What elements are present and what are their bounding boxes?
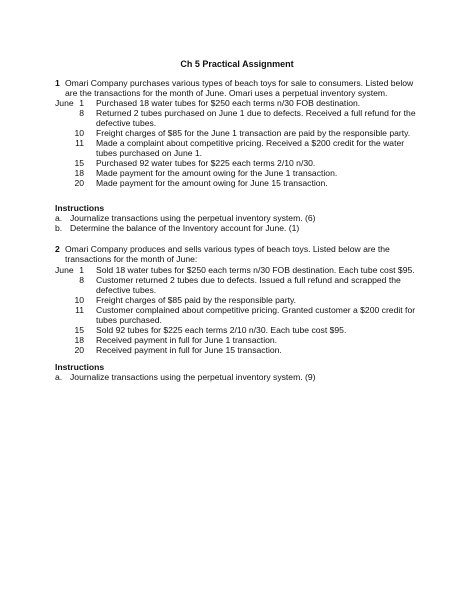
transaction-row: [55, 108, 425, 128]
problem-intro-text: Omari Company purchases various types of beach toys for sale to consumers. Listed below are the transactions for the month of June. Omari uses a perpetual inventory system.: [65, 78, 414, 98]
transaction-day: 10: [74, 295, 84, 305]
problem-2-intro: [55, 244, 425, 264]
instruction-item: [55, 372, 425, 382]
transaction-row: [55, 325, 425, 335]
instruction-text: Journalize transactions using the perpetual inventory system. (6): [70, 213, 316, 223]
transaction-text: Sold 92 tubes for $225 each terms 2/10 n/30. Each tube cost $95.: [96, 325, 347, 335]
transaction-row: [55, 98, 425, 108]
transaction-text: Made payment for the amount owing for the June 1 transaction.: [96, 168, 338, 178]
transaction-row: [55, 178, 425, 188]
transaction-text: Sold 18 water tubes for $250 each terms n/30 FOB destination. Each tube cost $95.: [96, 265, 415, 275]
month-label: June: [55, 265, 74, 275]
transaction-day: 8: [79, 275, 84, 285]
transaction-day: 10: [74, 128, 84, 138]
instructions-heading: Instructions: [55, 362, 105, 372]
transaction-row: [55, 128, 425, 138]
instruction-item: [55, 213, 425, 223]
transaction-text: Freight charges of $85 for the June 1 transaction are paid by the responsible party.: [96, 128, 411, 138]
instruction-item: [55, 223, 425, 233]
problem-number: 2: [55, 244, 60, 254]
instruction-text: Determine the balance of the Inventory account for June. (1): [70, 223, 300, 233]
problem-1-intro: [55, 78, 425, 98]
transaction-row: [55, 168, 425, 178]
transaction-text: Returned 2 tubes purchased on June 1 due to defects. Received a full refund for the defective tubes.: [96, 108, 416, 128]
transaction-day: 11: [75, 305, 84, 315]
transaction-day: 15: [74, 158, 84, 168]
instruction-letter: a.: [55, 213, 63, 223]
transaction-text: Purchased 18 water tubes for $250 each terms n/30 FOB destination.: [96, 98, 361, 108]
problem-1-transactions: [55, 98, 425, 188]
transaction-row: [55, 345, 425, 355]
transaction-day: 20: [74, 345, 84, 355]
problem-1-instructions: [55, 203, 425, 233]
transaction-text: Received payment in full for June 1 transaction.: [96, 335, 278, 345]
page-title: Ch 5 Practical Assignment: [180, 59, 294, 69]
instruction-text: Journalize transactions using the perpetual inventory system. (9): [70, 372, 316, 382]
problem-2-instructions: [55, 362, 425, 382]
transaction-row: [55, 265, 425, 275]
transaction-row: [55, 158, 425, 168]
transaction-row: [55, 275, 425, 295]
month-label: June: [55, 98, 74, 108]
transaction-day: 18: [74, 168, 84, 178]
transaction-text: Freight charges of $85 paid by the responsible party.: [96, 295, 297, 305]
instruction-letter: b.: [55, 223, 63, 233]
transaction-text: Purchased 92 water tubes for $225 each terms 2/10 n/30.: [96, 158, 316, 168]
transaction-day: 8: [79, 108, 84, 118]
transaction-text: Customer complained about competitive pricing. Granted customer a $200 credit for tubes purchased.: [96, 305, 416, 325]
problem-2-transactions: [55, 265, 425, 355]
instructions-heading: Instructions: [55, 203, 105, 213]
instruction-letter: a.: [55, 372, 63, 382]
transaction-text: Made payment for the amount owing for June 15 transaction.: [96, 178, 328, 188]
transaction-day: 18: [74, 335, 84, 345]
transaction-row: [55, 305, 425, 325]
transaction-day: 11: [75, 138, 84, 148]
transaction-row: [55, 138, 425, 158]
transaction-text: Received payment in full for June 15 transaction.: [96, 345, 282, 355]
transaction-row: [55, 295, 425, 305]
transaction-day: 20: [74, 178, 84, 188]
problem-number: 1: [55, 78, 60, 88]
transaction-day: 1: [79, 98, 84, 108]
problem-intro-text: Omari Company produces and sells various types of beach toys. Listed below are the transactions for the month of June:: [65, 244, 390, 264]
transaction-day: 15: [74, 325, 84, 335]
transaction-row: [55, 335, 425, 345]
transaction-text: Made a complaint about competitive pricing. Received a $200 credit for the water tubes purchased on June 1.: [96, 138, 405, 158]
transaction-day: 1: [79, 265, 84, 275]
transaction-text: Customer returned 2 tubes due to defects. Issued a full refund and scrapped the defective tubes.: [96, 275, 401, 295]
